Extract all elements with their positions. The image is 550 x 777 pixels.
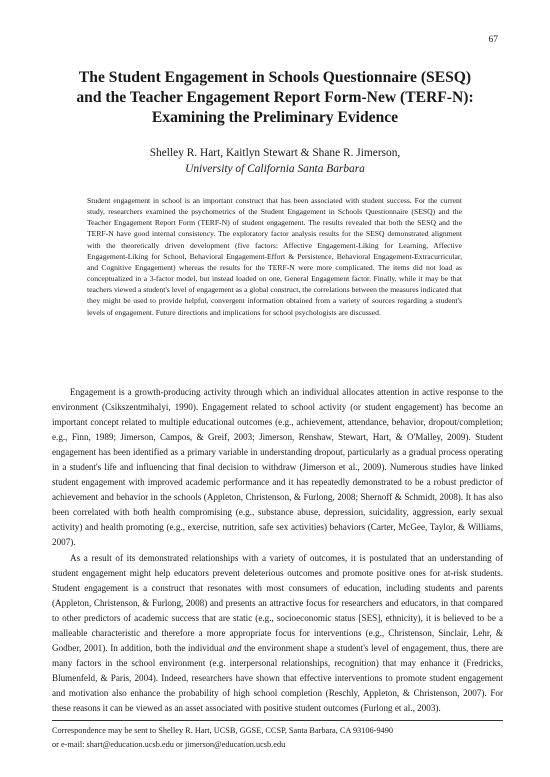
paragraph-2-text-a: As a result of its demonstrated relationships with a variety of outcomes, it is postulated that an understanding of student engagement might help educators prevent deleterious outcomes and promote positive ones for at-risk students. Student engagement is a construct that resonates with most consumers of education, including students and parents (Appleton, Christenson, & Furlong, 2008) and presents an attractive focus for researchers and educators, in that compared to other predictors of academic success that are static (e.g., socioeconomic status [SES], ethnicity), it is believed to be a malleable characteristic and therefore a more appropriate focus for interventions (e.g., Christenson, Sinclair, Lehr, & Godber, 2001). In addition, both the individual	[52, 552, 503, 653]
footnote	[52, 724, 503, 751]
paragraph-1: Engagement is a growth-producing activity through which an individual allocates attention in active response to the environment (Csikszentmihalyi, 1990). Engagement related to school activity (or student engagement) has become an important concept related to multiple educational outcomes (e.g., achievement, attendance, behavior, dropout/completion; e.g., Finn, 1989; Jimerson, Campos, & Greif, 2003; Jimerson, Renshaw, Stewart, Hart, & O'Malley, 2009). Student engagement has been identified as a primary variable in understanding dropout, particularly as a gradual process operating in a student's life and influencing that final decision to withdraw (Jimerson et al., 2009). Numerous studies have linked student engagement with improved academic performance and it has repeatedly demonstrated to be a robust predictor of achievement and behavior in the schools (Appleton, Christenson, & Furlong, 2008; Shernoff & Schmidt, 2008). It has also been correlated with both health compromising (e.g., substance abuse, depression, suicidality, aggression, early sexual activity) and health promoting (e.g., exercise, nutrition, safe sex activities) behaviors (Carter, McGee, Taylor, & Williams, 2007).	[52, 387, 503, 548]
page-number: 67	[488, 35, 498, 45]
paragraph-2	[52, 551, 503, 717]
footnote-divider	[52, 720, 503, 721]
title-line-2: and the Teacher Engagement Report Form-New (TERF-N):	[76, 89, 474, 106]
authors: Shelley R. Hart, Kaitlyn Stewart & Shane R. Jimerson,	[149, 147, 401, 159]
paper-title	[40, 68, 510, 128]
title-line-1: The Student Engagement in Schools Questionnaire (SESQ)	[78, 69, 472, 86]
footnote-line-1: Correspondence may be sent to Shelley R. Hart, UCSB, GGSE, CCSP, Santa Barbara, CA 93106-9490	[52, 726, 394, 735]
paragraph-2-text-b: the environment shape a student's level of engagement, thus, there are many factors in the school environment (e.g. interpersonal relationships, recognition) that may enhance it (Fredricks, Blumenfeld, & Paris, 2004). Indeed, researchers have shown that effective interventions to promote student engagement and motivation also enhance the probability of high school completion (Reschly, Appleton, & Christenson, 2007). For these reasons it can be viewed as an asset associated with positive student outcomes (Furlong et al., 2003).	[52, 642, 504, 713]
footnote-line-2: or e-mail: shart@education.ucsb.edu or jimerson@education.ucsb.edu	[52, 739, 286, 749]
body-text	[52, 385, 503, 716]
abstract: Student engagement in school is an important construct that has been associated with student success. For the current study, researchers examined the psychometrics of the Student Engagement in Schools Questionnaire (SESQ) and the Teacher Engagement Report Form (TERF-N) of student engagement. The results revealed that both the SESQ and the TERF-N have good internal consistency. The exploratory factor analysis results for the SESQ demonstrated alignment with the theoretically driven development (five factors: Affective Engagement-Liking for Learning, Affective Engagement-Liking for School, Behavioral Engagement-Effort & Persistence, Behavioral Engagement-Extracurricular, and Cognitive Engagement) whereas the results for the TERF-N were more complicated. The items did not load as conceptualized in a 3-factor model, but instead loaded on one, General Engagement factor. Finally, while it may be that teachers viewed a student's level of engagement as a global construct, the correlations between the measures indicated that they might be used to provide helpful, convergent information obtained from a variety of sources regarding a student's levels of engagement. Future directions and implications for school psychologists are discussed.	[87, 196, 462, 317]
paragraph-2-emphasis: and	[227, 642, 242, 653]
affiliation: University of California Santa Barbara	[185, 163, 365, 175]
title-line-3: Examining the Preliminary Evidence	[151, 109, 399, 126]
